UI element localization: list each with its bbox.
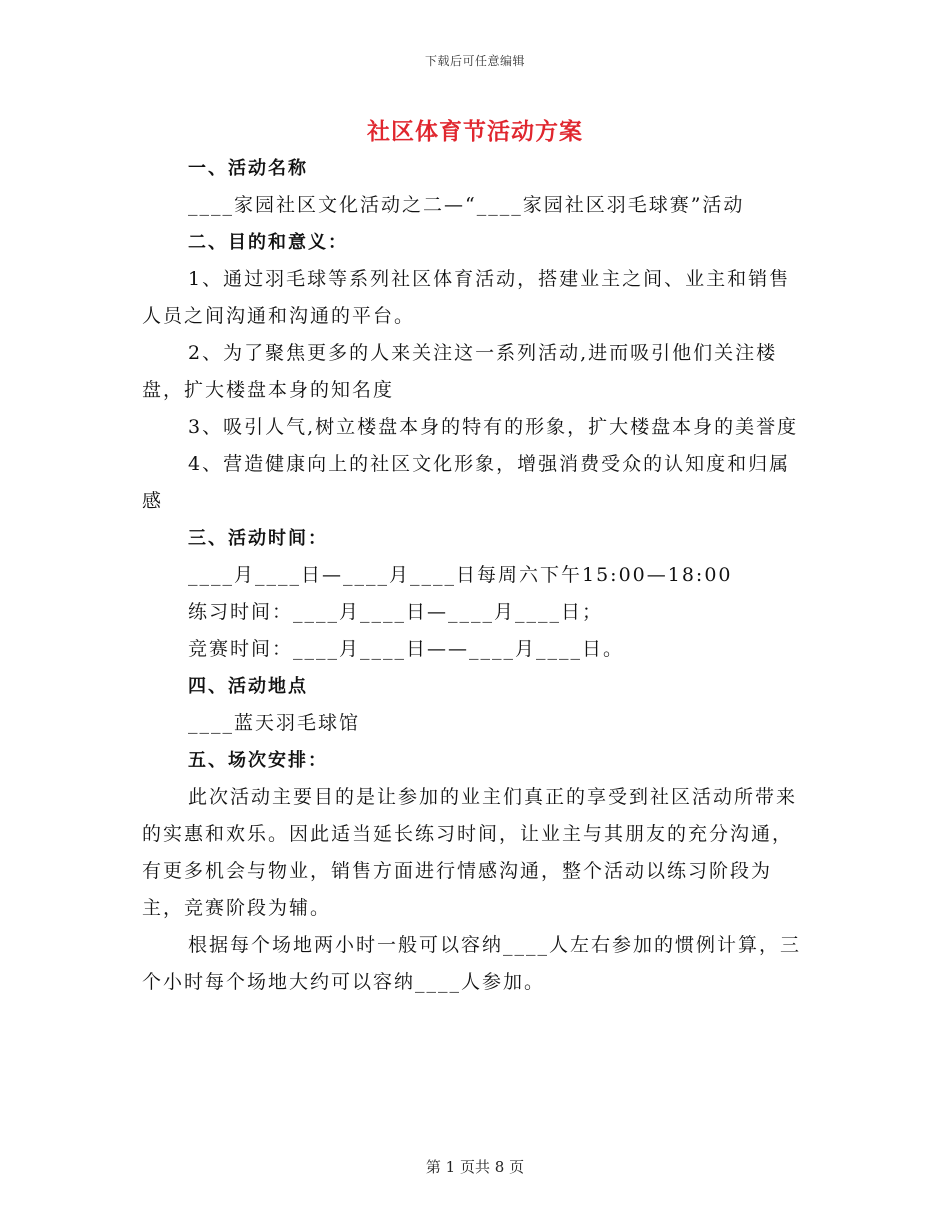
section-paragraph: 此次活动主要目的是让参加的业主们真正的享受到社区活动所带来的实惠和欢乐。因此适当延长练习时间，让业主与其朋友的充分沟通，有更多机会与物业，销售方面进行情感沟通，整个活动以练习阶段为主，竞赛阶段为辅。 bbox=[142, 786, 798, 919]
page-header-note: 下载后可任意编辑 bbox=[424, 54, 525, 68]
section-line: ____月____日—____月____日每周六下午15:00—18:00 bbox=[188, 564, 733, 586]
section-heading: 二、目的和意义： bbox=[188, 232, 348, 253]
section-paragraph: 4、营造健康向上的社区文化形象，增强消费受众的认知度和归属感 bbox=[142, 453, 791, 512]
document-body bbox=[142, 150, 808, 1001]
section-heading: 五、场次安排： bbox=[188, 750, 328, 771]
section-line: 练习时间：____月____日—____月____日； bbox=[188, 601, 604, 623]
section-paragraph: 3、吸引人气,树立楼盘本身的特有的形象，扩大楼盘本身的美誉度 bbox=[188, 416, 799, 438]
section-heading: 三、活动时间： bbox=[188, 528, 328, 549]
section-line: 竞赛时间：____月____日——____月____日。 bbox=[188, 638, 625, 660]
section-line: ____家园社区文化活动之二—“____家园社区羽毛球赛”活动 bbox=[188, 194, 745, 216]
section-heading: 四、活动地点 bbox=[188, 676, 308, 697]
section-paragraph: 1、通过羽毛球等系列社区体育活动，搭建业主之间、业主和销售人员之间沟通和沟通的平台。 bbox=[142, 268, 791, 327]
page-number-footer: 第 1 页共 8 页 bbox=[425, 1158, 525, 1176]
section-paragraph: 2、为了聚焦更多的人来关注这一系列活动,进而吸引他们关注楼盘，扩大楼盘本身的知名度 bbox=[142, 342, 778, 401]
document-title: 社区体育节活动方案 bbox=[367, 118, 583, 145]
section-heading: 一、活动名称 bbox=[188, 158, 308, 179]
section-line: ____蓝天羽毛球馆 bbox=[188, 712, 361, 734]
section-paragraph: 根据每个场地两小时一般可以容纳____人左右参加的惯例计算，三个小时每个场地大约可以容纳____人参加。 bbox=[142, 934, 802, 993]
